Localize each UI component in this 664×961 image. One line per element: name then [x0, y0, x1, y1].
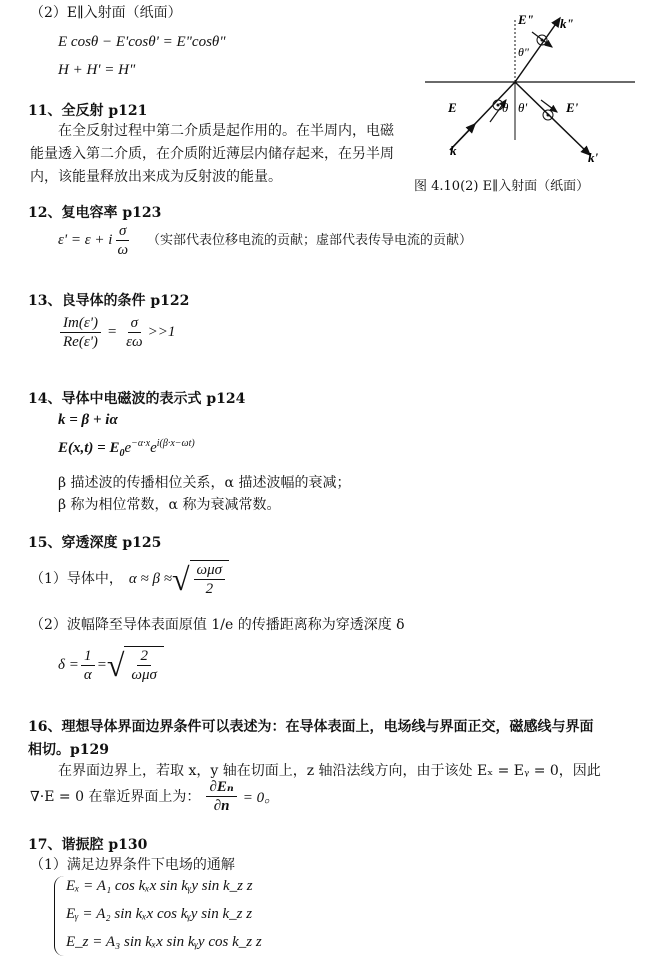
- label-E1: E': [566, 100, 579, 115]
- s11-line1: 在全反射过程中第二介质是起作用的。在半周内，电磁: [58, 123, 394, 139]
- s16-body2: ∇·E = 0 在靠近界面上为： $\frac{\text{∂Eₙ}}{\partial n}$ = 0。: [30, 779, 280, 814]
- s17-title: 17、谐振腔 p130: [28, 837, 148, 853]
- label-E2: E": [518, 12, 534, 27]
- s16-title1: 16、理想导体界面边界条件可以表述为：在导体表面上，电场线与界面正交，磁感线与界面: [28, 719, 594, 735]
- s10-eq1: E cosθ − E'cosθ' = E"cosθ": [58, 34, 226, 50]
- s16-title2: 相切。p129: [28, 742, 110, 758]
- s16-body1: 在界面边界上，若取 x，y 轴在切面上，z 轴沿法线方向，由于该处 Eₓ = Eᵧ = 0，因此: [58, 763, 601, 779]
- s14-line2: β 称为相位常数，α 称为衰减常数。: [58, 497, 281, 513]
- reflected-ray: [515, 82, 590, 155]
- s15-item1: （1）导体中， α ≈ β ≈ √ $\frac{\text{ωμσ}}{2}$: [30, 560, 229, 598]
- reflection-diagram: [420, 0, 640, 175]
- label-k: k: [450, 143, 457, 158]
- s13-formula: [58, 314, 175, 351]
- s13-den1: Re(ε'): [63, 334, 98, 350]
- s17-eq2: Eᵧ = A₂ sin kₓx cos kᵧy sin k_z z: [66, 906, 253, 922]
- s17-item1: （1）满足边界条件下电场的通解: [30, 857, 235, 873]
- s11-line3: 内，该能量释放出来成为反射波的能量。: [30, 169, 282, 185]
- s12-num: σ: [116, 222, 129, 241]
- s13-tail: >>1: [147, 324, 176, 340]
- s10-caption: （2）E∥入射面（纸面）: [30, 5, 182, 21]
- s12-title: 12、复电容率 p123: [28, 205, 162, 221]
- figure-caption: 图 4.10(2) E∥入射面（纸面）: [414, 179, 590, 194]
- s14-line1: β 描述波的传播相位关系，α 描述波幅的衰减；: [58, 475, 351, 491]
- s15-title: 15、穿透深度 p125: [28, 535, 162, 551]
- s17-eq3: E_z = A₃ sin kₓx sin kᵧy cos k_z z: [66, 934, 262, 950]
- s14-eq2: $E(x,t) = E_0e^{-\alpha\cdot x}e^{i(\beta\cdot x-\omega t)}$: [58, 438, 195, 459]
- label-th1: θ': [518, 100, 528, 115]
- label-th: θ: [502, 100, 509, 115]
- s11-line2: 能量透入第二介质，在介质附近薄层内储存起来，在另半周: [30, 146, 394, 162]
- s12-den: ω: [117, 242, 129, 258]
- s15-delta: δ = $\frac{1}{\alpha}$ = √ $\frac{2}{\text{ωμσ}}$: [58, 646, 164, 684]
- label-k2: k": [560, 16, 574, 31]
- s13-den2: εω: [126, 334, 143, 350]
- s13-num2: σ: [128, 314, 141, 333]
- s17-eq1: Eₓ = A₁ cos kₓx sin kᵧy sin k_z z: [66, 878, 253, 894]
- s13-title: 13、良导体的条件 p122: [28, 293, 190, 309]
- s13-eq: =: [106, 324, 118, 340]
- s14-eq1: k = β + iα: [58, 412, 118, 428]
- s10-eq2: H + H' = H": [58, 62, 136, 78]
- s11-title: 11、全反射 p121: [28, 103, 148, 119]
- label-th2: θ": [518, 45, 529, 59]
- s12-lhs: ε' = ε + i: [58, 232, 113, 248]
- s13-num1: Im(ε'): [60, 314, 101, 333]
- s12-note: （实部代表位移电流的贡献；虚部代表传导电流的贡献）: [147, 232, 473, 248]
- label-E: E: [448, 100, 457, 115]
- s14-title: 14、导体中电磁波的表示式 p124: [28, 391, 246, 407]
- s12-formula: [58, 222, 472, 259]
- label-k1: k': [588, 150, 599, 165]
- s15-item2: （2）波幅降至导体表面原值 1/e 的传播距离称为穿透深度 δ: [30, 617, 405, 633]
